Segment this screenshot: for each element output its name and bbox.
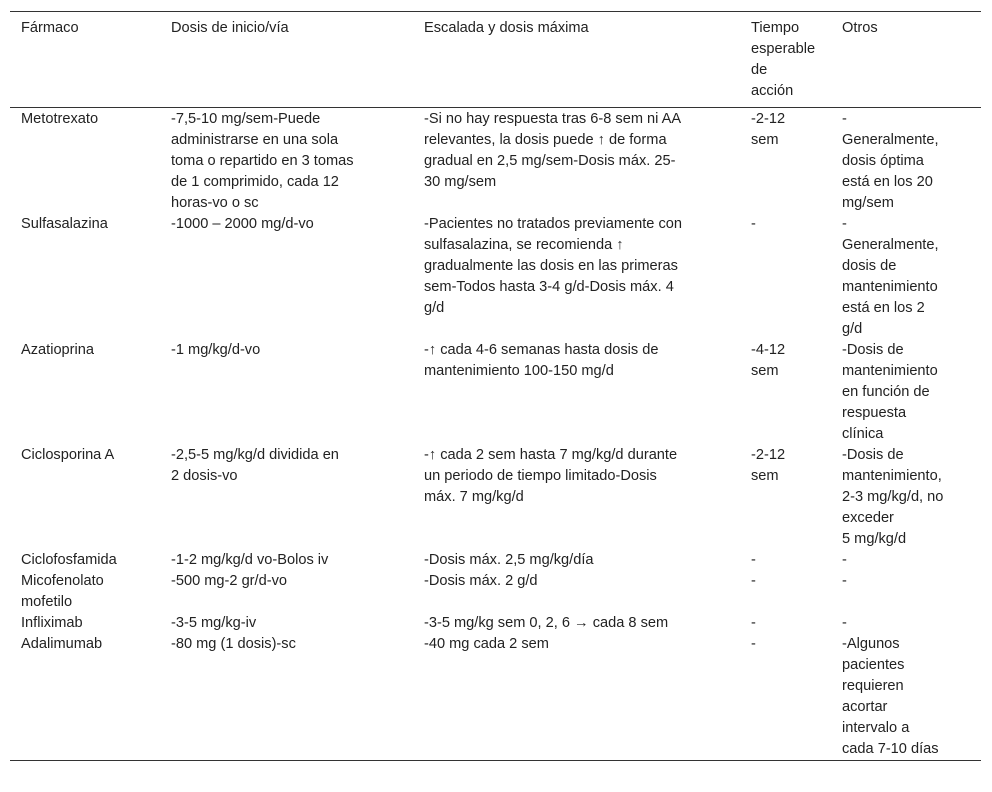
cell-tiempo-accion: - — [751, 552, 756, 568]
cell-escalada: -3-5 mg/kg sem 0, 2, 6 → cada 8 sem — [424, 615, 669, 631]
table-row — [10, 634, 981, 761]
table-header-row — [10, 12, 981, 108]
cell-dosis-inicio: -2,5-5 mg/kg/d dividida en 2 dosis-vo — [171, 447, 339, 484]
header-escalada: Escalada y dosis máxima — [424, 20, 589, 36]
header-dosis-inicio: Dosis de inicio/vía — [171, 20, 289, 36]
cell-dosis-inicio: -1-2 mg/kg/d vo-Bolos iv — [171, 552, 329, 568]
cell-otros: -Dosis de mantenimiento, 2-3 mg/kg/d, no exceder 5 mg/kg/d — [842, 447, 944, 547]
cell-escalada: -Pacientes no tratados previamente con sulfasalazina, se recomienda ↑ gradualmente las dosis en las primeras sem-Todos hasta 3-4 g/d-Dosis máx. 4 g/d — [424, 216, 682, 316]
cell-otros: - — [842, 615, 847, 631]
dosing-table-container — [10, 11, 981, 761]
cell-otros: -Dosis de mantenimiento en función de respuesta clínica — [842, 342, 938, 442]
cell-escalada: -↑ cada 4-6 semanas hasta dosis de mantenimiento 100-150 mg/d — [424, 342, 659, 379]
cell-tiempo-accion: -2-12 sem — [751, 447, 786, 484]
cell-escalada: -↑ cada 2 sem hasta 7 mg/kg/d durante un periodo de tiempo limitado-Dosis máx. 7 mg/kg/d — [424, 447, 678, 505]
cell-dosis-inicio: -1 mg/kg/d-vo — [171, 342, 261, 358]
cell-otros: - — [842, 573, 847, 589]
cell-escalada: -Dosis máx. 2,5 mg/kg/día — [424, 552, 594, 568]
cell-otros: - — [842, 552, 847, 568]
dosing-table — [10, 11, 981, 761]
cell-tiempo-accion: - — [751, 573, 756, 589]
table-row — [10, 340, 981, 445]
cell-escalada: -Dosis máx. 2 g/d — [424, 573, 538, 589]
cell-tiempo-accion: -4-12 sem — [751, 342, 786, 379]
table-row — [10, 613, 981, 634]
cell-farmaco: Ciclofosfamida — [21, 552, 117, 568]
table-row — [10, 214, 981, 340]
header-otros: Otros — [842, 20, 878, 36]
table-row — [10, 550, 981, 571]
cell-tiempo-accion: - — [751, 615, 756, 631]
table-row — [10, 445, 981, 550]
cell-farmaco: Micofenolato mofetilo — [21, 573, 104, 610]
cell-farmaco: Metotrexato — [21, 111, 99, 127]
cell-farmaco: Adalimumab — [21, 636, 103, 652]
cell-tiempo-accion: -2-12 sem — [751, 111, 786, 148]
header-tiempo-accion: Tiempo esperable de acción — [751, 20, 816, 99]
cell-otros: - Generalmente, dosis óptima está en los 20 mg/sem — [842, 111, 939, 211]
cell-dosis-inicio: -1000 – 2000 mg/d-vo — [171, 216, 314, 232]
cell-dosis-inicio: -7,5-10 mg/sem-Puede administrarse en una sola toma o repartido en 3 tomas de 1 comprimido, cada 12 horas-vo o sc — [171, 111, 354, 211]
cell-dosis-inicio: -3-5 mg/kg-iv — [171, 615, 257, 631]
cell-dosis-inicio: -500 mg-2 gr/d-vo — [171, 573, 287, 589]
cell-escalada: -Si no hay respuesta tras 6-8 sem ni AA relevantes, la dosis puede ↑ de forma gradual en 2,5 mg/sem-Dosis máx. 25- 30 mg/sem — [424, 111, 682, 190]
cell-otros: -Algunos pacientes requieren acortar intervalo a cada 7-10 días — [842, 636, 939, 757]
header-farmaco: Fármaco — [21, 20, 79, 36]
cell-farmaco: Infliximab — [21, 615, 83, 631]
cell-escalada: -40 mg cada 2 sem — [424, 636, 549, 652]
cell-farmaco: Sulfasalazina — [21, 216, 108, 232]
table-row — [10, 108, 981, 215]
cell-otros: - Generalmente, dosis de mantenimiento está en los 2 g/d — [842, 216, 939, 337]
cell-farmaco: Ciclosporina A — [21, 447, 115, 463]
cell-farmaco: Azatioprina — [21, 342, 95, 358]
cell-tiempo-accion: - — [751, 636, 756, 652]
table-row — [10, 571, 981, 613]
cell-dosis-inicio: -80 mg (1 dosis)-sc — [171, 636, 296, 652]
cell-tiempo-accion: - — [751, 216, 756, 232]
